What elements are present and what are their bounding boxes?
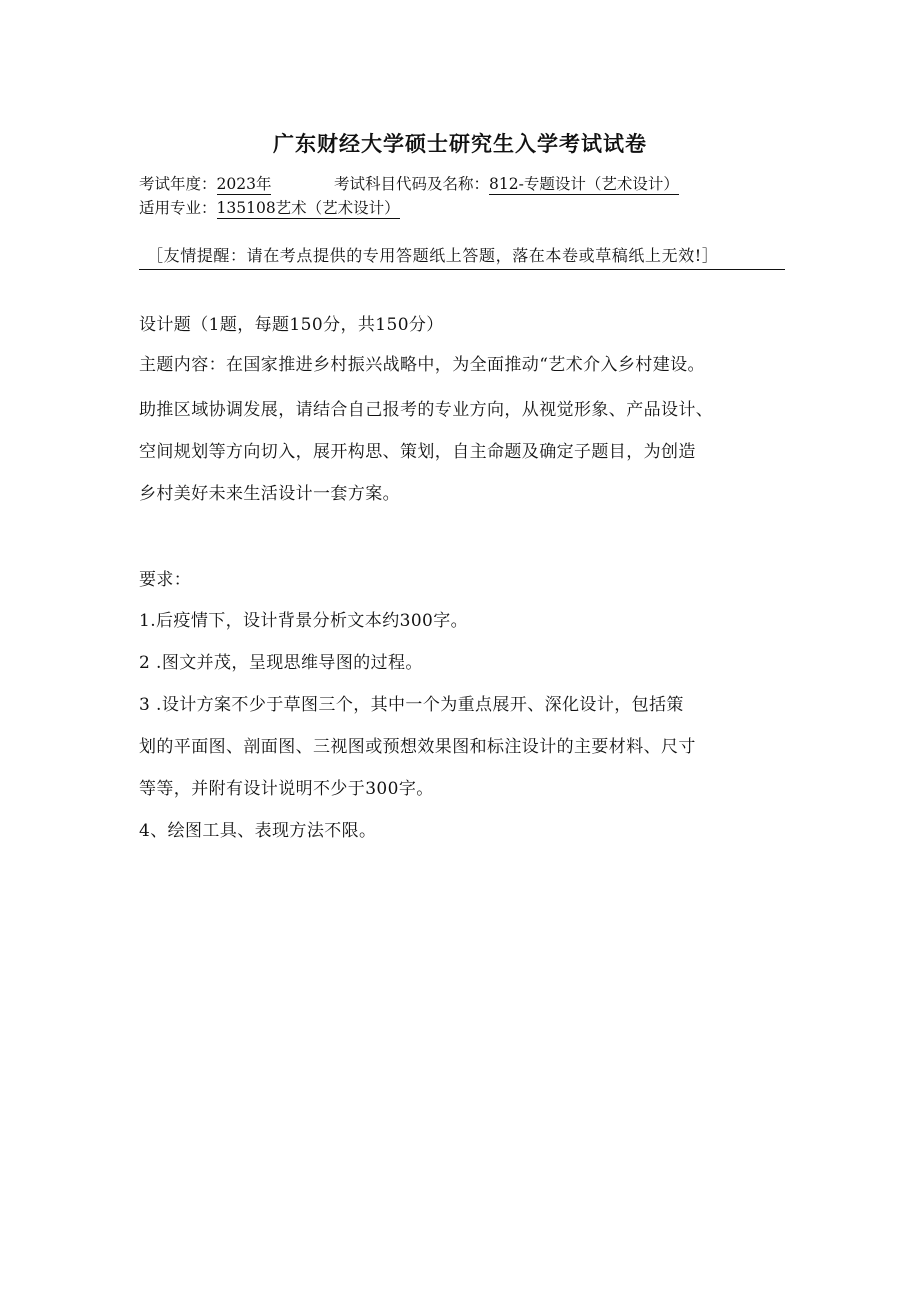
question-content-line: 主题内容：在国家推进乡村振兴战略中，为全面推动“艺术介入乡村建设。 — [139, 355, 705, 375]
requirement-item: 4、绘图工具、表现方法不限。 — [139, 821, 377, 841]
exam-notice: ［友情提醒：请在考点提供的专用答题纸上答题，落在本卷或草稿纸上无效!］ — [139, 243, 785, 270]
requirements-heading: 要求： — [139, 570, 192, 590]
exam-major-label: 适用专业： — [139, 199, 217, 217]
exam-major-value: 135108艺术（艺术设计） — [216, 199, 400, 217]
question-heading: 设计题（1题，每题150分，共150分） — [139, 315, 444, 335]
exam-subject-label: 考试科目代码及名称： — [334, 175, 490, 193]
exam-year-value: 2023年 — [216, 175, 272, 193]
exam-subject-value: 812-专题设计（艺术设计） — [489, 175, 679, 193]
requirement-item: 2 .图文并茂，呈现思维导图的过程。 — [139, 653, 423, 673]
question-content-line: 助推区域协调发展，请结合自己报考的专业方向，从视觉形象、产品设计、 — [139, 400, 714, 420]
exam-major-line — [139, 196, 400, 218]
question-content-line: 乡村美好未来生活设计一套方案。 — [139, 484, 400, 504]
question-content-line: 空间规划等方向切入，展开构思、策划，自主命题及确定子题目，为创造 — [139, 442, 696, 462]
requirement-item: 1.后疫情下，设计背景分析文本约300字。 — [139, 611, 469, 631]
exam-year-line — [139, 172, 271, 194]
requirement-item: 等等，并附有设计说明不少于300字。 — [139, 779, 434, 799]
exam-subject-line — [334, 172, 679, 194]
exam-title: 广东财经大学硕士研究生入学考试试卷 — [273, 132, 647, 156]
requirement-item: 划的平面图、剖面图、三视图或预想效果图和标注设计的主要材料、尺寸 — [139, 737, 696, 757]
exam-year-label: 考试年度： — [139, 175, 217, 193]
requirement-item: 3 .设计方案不少于草图三个，其中一个为重点展开、深化设计，包括策 — [139, 695, 684, 715]
